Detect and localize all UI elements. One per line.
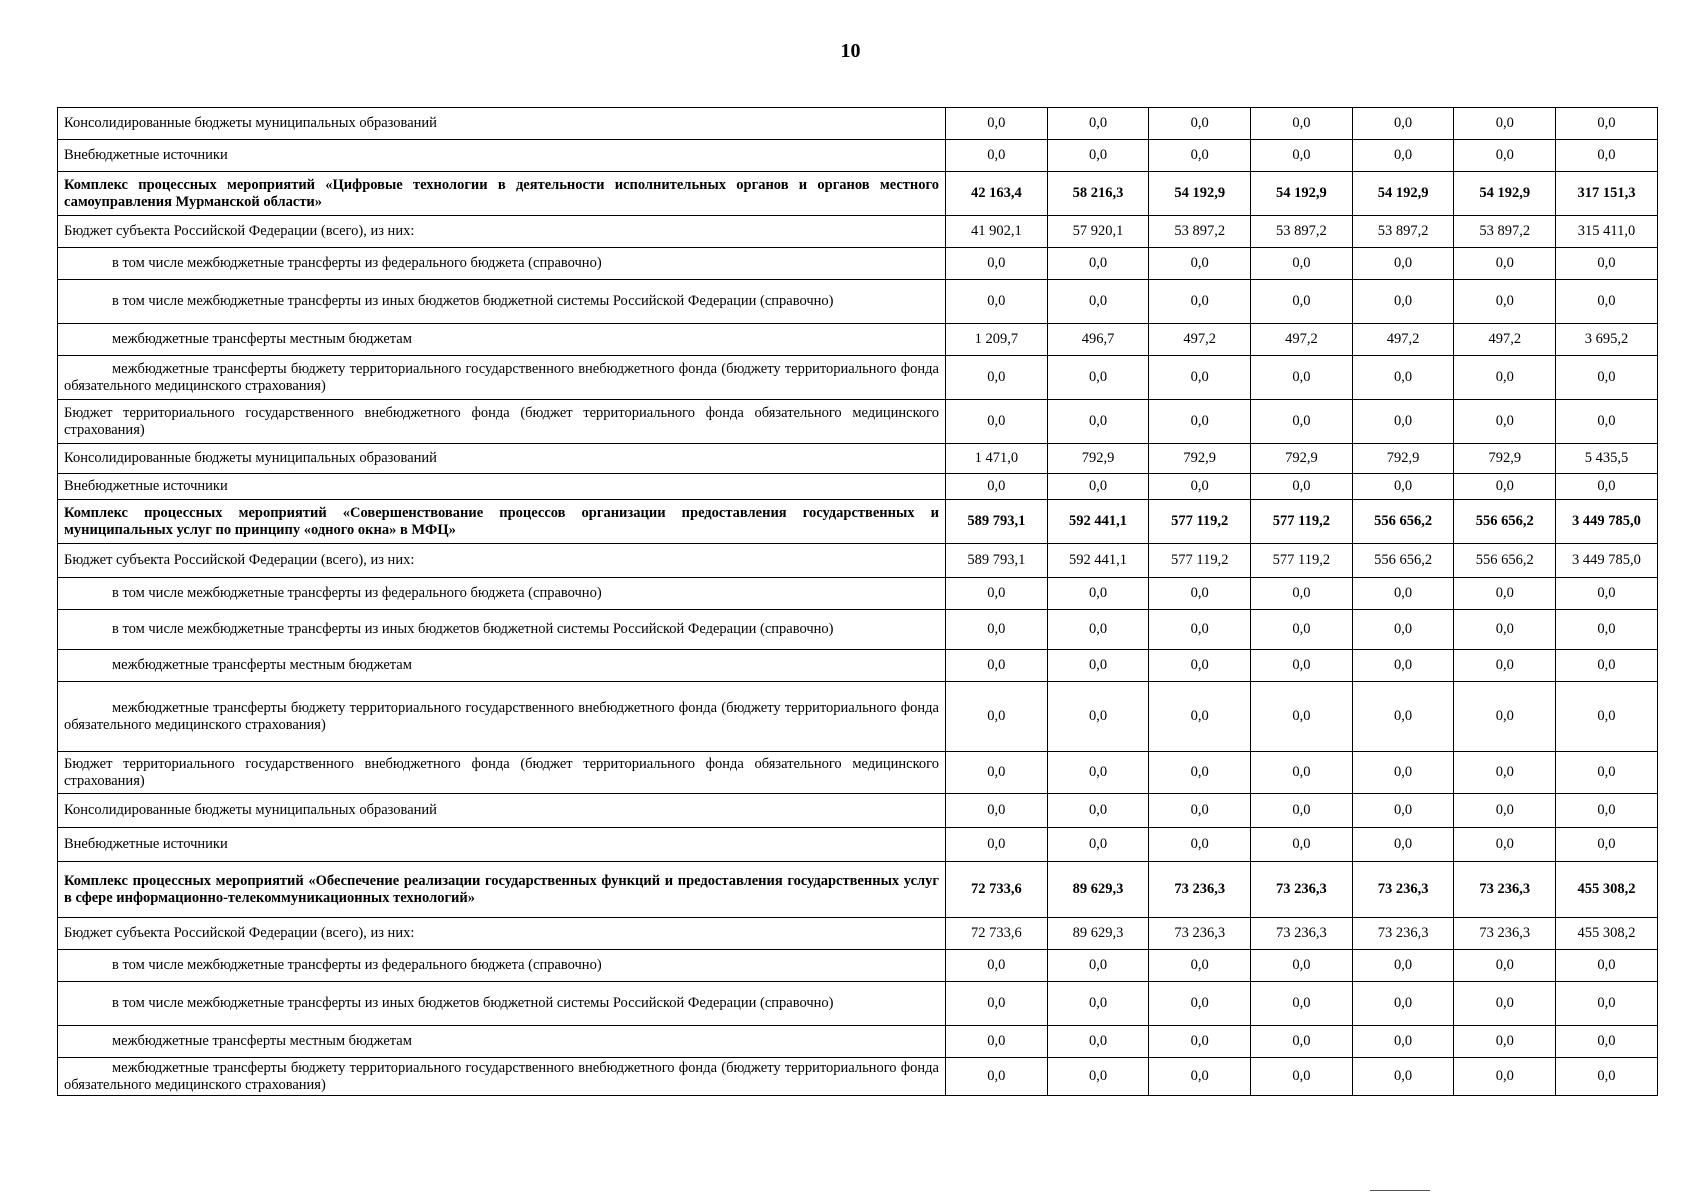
cell-value: 41 902,1 <box>946 216 1048 248</box>
cell-value: 54 192,9 <box>1454 172 1556 216</box>
table-row <box>58 950 1658 982</box>
cell-value: 0,0 <box>1556 828 1658 862</box>
cell-value: 556 656,2 <box>1454 544 1556 578</box>
cell-value: 455 308,2 <box>1556 918 1658 950</box>
row-label: Комплекс процессных мероприятий «Обеспечение реализации государственных функций и предоставления государственных услуг в сфере информационно-телекоммуникационных технологий» <box>58 862 946 918</box>
cell-value: 0,0 <box>1556 280 1658 324</box>
cell-value: 497,2 <box>1149 324 1251 356</box>
cell-value: 0,0 <box>1454 752 1556 794</box>
cell-value: 1 209,7 <box>946 324 1048 356</box>
cell-value: 0,0 <box>1454 280 1556 324</box>
cell-value: 0,0 <box>1047 982 1149 1026</box>
budget-table-body <box>58 108 1658 1096</box>
table-row <box>58 1058 1658 1096</box>
table-row <box>58 982 1658 1026</box>
cell-value: 73 236,3 <box>1251 862 1353 918</box>
cell-value: 792,9 <box>1149 444 1251 474</box>
cell-value: 0,0 <box>946 752 1048 794</box>
cell-value: 0,0 <box>1251 982 1353 1026</box>
row-label: в том числе межбюджетные трансферты из иных бюджетов бюджетной системы Российской Федерации (справочно) <box>58 610 946 650</box>
cell-value: 0,0 <box>1454 794 1556 828</box>
cell-value: 0,0 <box>1556 794 1658 828</box>
cell-value: 0,0 <box>1149 650 1251 682</box>
table-row <box>58 544 1658 578</box>
cell-value: 0,0 <box>1352 650 1454 682</box>
cell-value: 0,0 <box>1047 610 1149 650</box>
cell-value: 54 192,9 <box>1251 172 1353 216</box>
cell-value: 0,0 <box>1149 108 1251 140</box>
cell-value: 0,0 <box>1149 794 1251 828</box>
row-label: Комплекс процессных мероприятий «Цифровые технологии в деятельности исполнительных органов и органов местного самоуправления Мурманской области» <box>58 172 946 216</box>
table-row <box>58 794 1658 828</box>
cell-value: 0,0 <box>1047 280 1149 324</box>
table-row <box>58 140 1658 172</box>
table-row <box>58 324 1658 356</box>
cell-value: 0,0 <box>1251 1058 1353 1096</box>
table-row <box>58 610 1658 650</box>
cell-value: 0,0 <box>1251 356 1353 400</box>
cell-value: 0,0 <box>946 682 1048 752</box>
table-row <box>58 108 1658 140</box>
cell-value: 792,9 <box>1352 444 1454 474</box>
cell-value: 0,0 <box>1047 950 1149 982</box>
cell-value: 0,0 <box>1352 752 1454 794</box>
cell-value: 53 897,2 <box>1454 216 1556 248</box>
cell-value: 0,0 <box>1251 794 1353 828</box>
cell-value: 577 119,2 <box>1149 544 1251 578</box>
table-row <box>58 356 1658 400</box>
cell-value: 53 897,2 <box>1251 216 1353 248</box>
cell-value: 497,2 <box>1251 324 1353 356</box>
cell-value: 0,0 <box>1047 752 1149 794</box>
cell-value: 0,0 <box>1352 982 1454 1026</box>
cell-value: 0,0 <box>1251 650 1353 682</box>
table-row <box>58 280 1658 324</box>
cell-value: 0,0 <box>1556 650 1658 682</box>
cell-value: 0,0 <box>1352 578 1454 610</box>
table-row-section <box>58 500 1658 544</box>
cell-value: 54 192,9 <box>1149 172 1251 216</box>
table-row <box>58 248 1658 280</box>
cell-value: 315 411,0 <box>1556 216 1658 248</box>
cell-value: 0,0 <box>1251 474 1353 500</box>
cell-value: 0,0 <box>1149 400 1251 444</box>
table-row <box>58 650 1658 682</box>
scan-mark <box>1370 1190 1430 1191</box>
cell-value: 0,0 <box>1556 474 1658 500</box>
cell-value: 72 733,6 <box>946 918 1048 950</box>
cell-value: 89 629,3 <box>1047 918 1149 950</box>
cell-value: 0,0 <box>1352 474 1454 500</box>
cell-value: 0,0 <box>1047 356 1149 400</box>
cell-value: 0,0 <box>1556 610 1658 650</box>
cell-value: 556 656,2 <box>1352 500 1454 544</box>
table-row <box>58 578 1658 610</box>
cell-value: 0,0 <box>1352 248 1454 280</box>
cell-value: 0,0 <box>1149 280 1251 324</box>
row-label: в том числе межбюджетные трансферты из федерального бюджета (справочно) <box>58 950 946 982</box>
cell-value: 0,0 <box>1149 610 1251 650</box>
cell-value: 0,0 <box>1556 1026 1658 1058</box>
row-label: Бюджет субъекта Российской Федерации (всего), из них: <box>58 918 946 950</box>
row-label: Консолидированные бюджеты муниципальных образований <box>58 444 946 474</box>
cell-value: 0,0 <box>1556 108 1658 140</box>
cell-value: 53 897,2 <box>1352 216 1454 248</box>
cell-value: 0,0 <box>1047 108 1149 140</box>
cell-value: 0,0 <box>1352 140 1454 172</box>
cell-value: 0,0 <box>946 650 1048 682</box>
cell-value: 3 449 785,0 <box>1556 544 1658 578</box>
cell-value: 0,0 <box>1251 752 1353 794</box>
table-row <box>58 1026 1658 1058</box>
table-row <box>58 444 1658 474</box>
cell-value: 57 920,1 <box>1047 216 1149 248</box>
row-label: межбюджетные трансферты бюджету территориального государственного внебюджетного фонда (бюджету территориального фонда обязательного медицинского страхования) <box>58 682 946 752</box>
cell-value: 0,0 <box>1149 1058 1251 1096</box>
table-row <box>58 752 1658 794</box>
cell-value: 0,0 <box>1251 108 1353 140</box>
cell-value: 589 793,1 <box>946 544 1048 578</box>
row-label: межбюджетные трансферты местным бюджетам <box>58 650 946 682</box>
cell-value: 0,0 <box>1251 1026 1353 1058</box>
cell-value: 0,0 <box>1251 578 1353 610</box>
cell-value: 577 119,2 <box>1251 544 1353 578</box>
cell-value: 54 192,9 <box>1352 172 1454 216</box>
cell-value: 0,0 <box>946 108 1048 140</box>
cell-value: 0,0 <box>1149 950 1251 982</box>
cell-value: 592 441,1 <box>1047 500 1149 544</box>
cell-value: 0,0 <box>1352 356 1454 400</box>
cell-value: 5 435,5 <box>1556 444 1658 474</box>
row-label: Консолидированные бюджеты муниципальных образований <box>58 108 946 140</box>
cell-value: 0,0 <box>1251 248 1353 280</box>
cell-value: 556 656,2 <box>1352 544 1454 578</box>
cell-value: 0,0 <box>1454 1026 1556 1058</box>
row-label: Консолидированные бюджеты муниципальных образований <box>58 794 946 828</box>
cell-value: 0,0 <box>1149 982 1251 1026</box>
row-label: Бюджет субъекта Российской Федерации (всего), из них: <box>58 216 946 248</box>
cell-value: 0,0 <box>946 1026 1048 1058</box>
cell-value: 0,0 <box>946 474 1048 500</box>
page-number: 10 <box>840 40 861 62</box>
row-label: межбюджетные трансферты бюджету территориального государственного внебюджетного фонда (бюджету территориального фонда обязательного медицинского страхования) <box>58 356 946 400</box>
cell-value: 0,0 <box>1556 752 1658 794</box>
cell-value: 0,0 <box>1454 140 1556 172</box>
cell-value: 0,0 <box>1454 950 1556 982</box>
cell-value: 0,0 <box>946 982 1048 1026</box>
cell-value: 0,0 <box>1454 610 1556 650</box>
row-label: Внебюджетные источники <box>58 474 946 500</box>
cell-value: 0,0 <box>1454 828 1556 862</box>
cell-value: 0,0 <box>1454 682 1556 752</box>
cell-value: 0,0 <box>1149 682 1251 752</box>
cell-value: 0,0 <box>946 828 1048 862</box>
cell-value: 792,9 <box>1454 444 1556 474</box>
cell-value: 792,9 <box>1047 444 1149 474</box>
cell-value: 0,0 <box>1149 140 1251 172</box>
cell-value: 0,0 <box>946 578 1048 610</box>
table-row <box>58 400 1658 444</box>
cell-value: 42 163,4 <box>946 172 1048 216</box>
row-label: в том числе межбюджетные трансферты из федерального бюджета (справочно) <box>58 578 946 610</box>
cell-value: 0,0 <box>1047 650 1149 682</box>
cell-value: 0,0 <box>1047 400 1149 444</box>
cell-value: 73 236,3 <box>1149 918 1251 950</box>
cell-value: 0,0 <box>1454 248 1556 280</box>
cell-value: 0,0 <box>1149 248 1251 280</box>
cell-value: 0,0 <box>1047 1026 1149 1058</box>
row-label: в том числе межбюджетные трансферты из федерального бюджета (справочно) <box>58 248 946 280</box>
cell-value: 0,0 <box>1454 1058 1556 1096</box>
cell-value: 0,0 <box>946 1058 1048 1096</box>
cell-value: 0,0 <box>1047 474 1149 500</box>
cell-value: 3 449 785,0 <box>1556 500 1658 544</box>
cell-value: 0,0 <box>1047 578 1149 610</box>
cell-value: 577 119,2 <box>1149 500 1251 544</box>
cell-value: 0,0 <box>1251 400 1353 444</box>
cell-value: 496,7 <box>1047 324 1149 356</box>
cell-value: 73 236,3 <box>1352 918 1454 950</box>
cell-value: 0,0 <box>1454 108 1556 140</box>
cell-value: 0,0 <box>1454 650 1556 682</box>
cell-value: 792,9 <box>1251 444 1353 474</box>
budget-table <box>57 107 1658 1096</box>
cell-value: 0,0 <box>1149 828 1251 862</box>
table-row <box>58 828 1658 862</box>
cell-value: 0,0 <box>1352 280 1454 324</box>
table-row <box>58 474 1658 500</box>
cell-value: 317 151,3 <box>1556 172 1658 216</box>
cell-value: 0,0 <box>1556 950 1658 982</box>
cell-value: 72 733,6 <box>946 862 1048 918</box>
cell-value: 592 441,1 <box>1047 544 1149 578</box>
cell-value: 0,0 <box>1352 682 1454 752</box>
cell-value: 1 471,0 <box>946 444 1048 474</box>
table-row <box>58 918 1658 950</box>
cell-value: 0,0 <box>1454 474 1556 500</box>
cell-value: 0,0 <box>1556 356 1658 400</box>
cell-value: 0,0 <box>1556 578 1658 610</box>
cell-value: 0,0 <box>1556 140 1658 172</box>
cell-value: 0,0 <box>1251 140 1353 172</box>
row-label: Бюджет субъекта Российской Федерации (всего), из них: <box>58 544 946 578</box>
cell-value: 0,0 <box>1047 248 1149 280</box>
cell-value: 0,0 <box>1454 400 1556 444</box>
cell-value: 497,2 <box>1352 324 1454 356</box>
cell-value: 0,0 <box>1251 950 1353 982</box>
cell-value: 89 629,3 <box>1047 862 1149 918</box>
row-label: Комплекс процессных мероприятий «Совершенствование процессов организации предоставления государственных и муниципальных услуг по принципу «одного окна» в МФЦ» <box>58 500 946 544</box>
row-label: Внебюджетные источники <box>58 828 946 862</box>
cell-value: 497,2 <box>1454 324 1556 356</box>
cell-value: 589 793,1 <box>946 500 1048 544</box>
cell-value: 0,0 <box>1556 400 1658 444</box>
cell-value: 0,0 <box>1556 248 1658 280</box>
cell-value: 0,0 <box>1352 400 1454 444</box>
cell-value: 0,0 <box>946 248 1048 280</box>
cell-value: 577 119,2 <box>1251 500 1353 544</box>
cell-value: 0,0 <box>1149 578 1251 610</box>
cell-value: 73 236,3 <box>1454 862 1556 918</box>
cell-value: 0,0 <box>1352 950 1454 982</box>
cell-value: 556 656,2 <box>1454 500 1556 544</box>
row-label: в том числе межбюджетные трансферты из иных бюджетов бюджетной системы Российской Федерации (справочно) <box>58 280 946 324</box>
cell-value: 0,0 <box>1149 752 1251 794</box>
cell-value: 0,0 <box>1251 280 1353 324</box>
cell-value: 3 695,2 <box>1556 324 1658 356</box>
cell-value: 53 897,2 <box>1149 216 1251 248</box>
cell-value: 0,0 <box>1352 610 1454 650</box>
cell-value: 0,0 <box>1454 356 1556 400</box>
cell-value: 0,0 <box>946 400 1048 444</box>
cell-value: 0,0 <box>1047 140 1149 172</box>
cell-value: 0,0 <box>946 356 1048 400</box>
cell-value: 0,0 <box>946 610 1048 650</box>
row-label: межбюджетные трансферты местным бюджетам <box>58 324 946 356</box>
cell-value: 0,0 <box>1047 794 1149 828</box>
cell-value: 73 236,3 <box>1454 918 1556 950</box>
cell-value: 0,0 <box>1352 1058 1454 1096</box>
cell-value: 0,0 <box>1556 1058 1658 1096</box>
cell-value: 0,0 <box>1352 108 1454 140</box>
cell-value: 73 236,3 <box>1352 862 1454 918</box>
cell-value: 0,0 <box>1149 474 1251 500</box>
cell-value: 0,0 <box>1251 682 1353 752</box>
cell-value: 73 236,3 <box>1149 862 1251 918</box>
cell-value: 0,0 <box>1149 1026 1251 1058</box>
row-label: Бюджет территориального государственного внебюджетного фонда (бюджет территориального фонда обязательного медицинского страхования) <box>58 400 946 444</box>
cell-value: 0,0 <box>1149 356 1251 400</box>
cell-value: 0,0 <box>946 950 1048 982</box>
cell-value: 0,0 <box>1047 1058 1149 1096</box>
cell-value: 0,0 <box>1047 682 1149 752</box>
table-row-section <box>58 172 1658 216</box>
cell-value: 0,0 <box>1251 828 1353 862</box>
cell-value: 0,0 <box>946 280 1048 324</box>
table-row <box>58 216 1658 248</box>
cell-value: 0,0 <box>1352 794 1454 828</box>
row-label: в том числе межбюджетные трансферты из иных бюджетов бюджетной системы Российской Федерации (справочно) <box>58 982 946 1026</box>
row-label: межбюджетные трансферты местным бюджетам <box>58 1026 946 1058</box>
cell-value: 0,0 <box>946 794 1048 828</box>
cell-value: 0,0 <box>1454 578 1556 610</box>
cell-value: 0,0 <box>1454 982 1556 1026</box>
cell-value: 73 236,3 <box>1251 918 1353 950</box>
cell-value: 0,0 <box>946 140 1048 172</box>
cell-value: 0,0 <box>1251 610 1353 650</box>
cell-value: 58 216,3 <box>1047 172 1149 216</box>
row-label: межбюджетные трансферты бюджету территориального государственного внебюджетного фонда (бюджету территориального фонда обязательного медицинского страхования) <box>58 1058 946 1096</box>
cell-value: 0,0 <box>1047 828 1149 862</box>
row-label: Бюджет территориального государственного внебюджетного фонда (бюджет территориального фонда обязательного медицинского страхования) <box>58 752 946 794</box>
cell-value: 455 308,2 <box>1556 862 1658 918</box>
table-row <box>58 682 1658 752</box>
cell-value: 0,0 <box>1352 828 1454 862</box>
cell-value: 0,0 <box>1556 982 1658 1026</box>
row-label: Внебюджетные источники <box>58 140 946 172</box>
cell-value: 0,0 <box>1556 682 1658 752</box>
cell-value: 0,0 <box>1352 1026 1454 1058</box>
table-row-section <box>58 862 1658 918</box>
